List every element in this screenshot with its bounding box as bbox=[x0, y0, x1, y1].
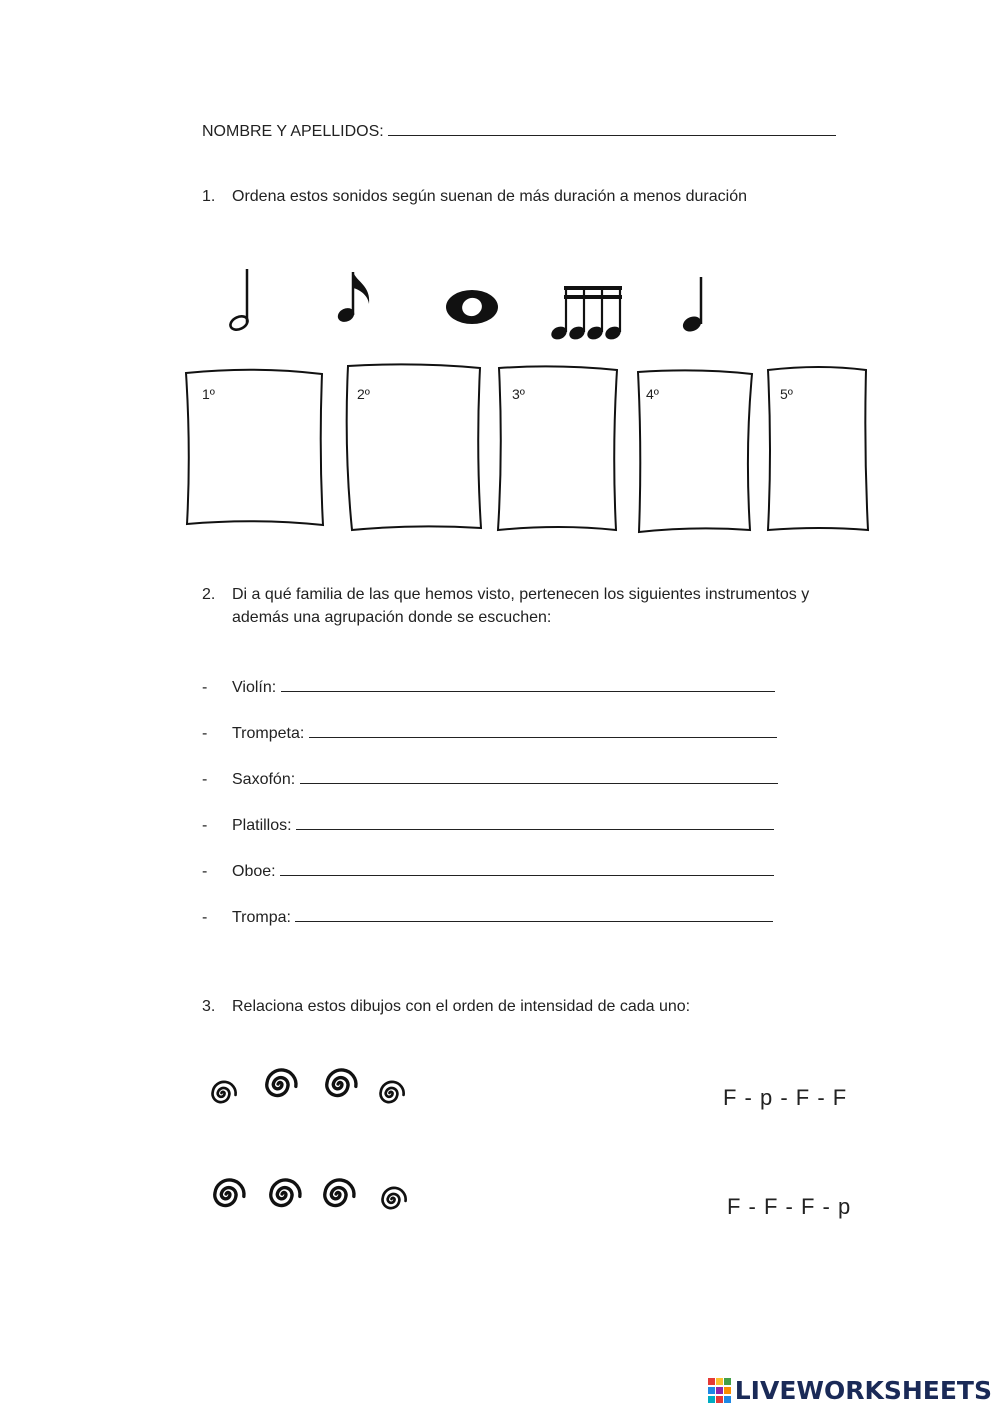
instrument-answer-line[interactable] bbox=[281, 677, 775, 692]
answer-box-label-1: 1º bbox=[202, 386, 215, 402]
instrument-label: Trompa: bbox=[232, 909, 291, 926]
half-note-icon bbox=[225, 265, 255, 335]
name-field-row bbox=[202, 121, 836, 141]
four-sixteenth-notes-icon bbox=[547, 283, 625, 341]
instrument-row-saxofon: - Saxofón: bbox=[202, 769, 778, 789]
name-label: NOMBRE Y APELLIDOS: bbox=[202, 123, 384, 140]
instrument-answer-line[interactable] bbox=[309, 723, 777, 738]
question-2-number: 2. bbox=[202, 586, 216, 603]
instrument-answer-line[interactable] bbox=[280, 861, 774, 876]
instrument-row-platillos: - Platillos: bbox=[202, 815, 774, 835]
eighth-note-icon bbox=[335, 268, 375, 328]
instrument-row-violin: - Violín: bbox=[202, 677, 775, 697]
spiral-icon bbox=[372, 1074, 410, 1112]
quarter-note-icon bbox=[678, 274, 712, 336]
answer-box-label-3: 3º bbox=[512, 386, 525, 402]
dynamics-sequence-1[interactable]: F - p - F - F bbox=[723, 1085, 848, 1110]
spiral-icon bbox=[374, 1180, 412, 1218]
liveworksheets-brand: LIVEWORKSHEETS bbox=[734, 1376, 992, 1405]
spiral-group-2[interactable] bbox=[202, 1168, 418, 1220]
instrument-answer-line[interactable] bbox=[295, 907, 773, 922]
dynamics-sequence-2[interactable]: F - F - F - p bbox=[727, 1194, 852, 1219]
liveworksheets-logo-icon bbox=[707, 1377, 733, 1405]
instrument-label: Platillos: bbox=[232, 817, 292, 834]
spiral-icon bbox=[316, 1060, 364, 1108]
instrument-label: Oboe: bbox=[232, 863, 276, 880]
question-3-number: 3. bbox=[202, 998, 216, 1015]
spiral-group-1[interactable] bbox=[202, 1060, 414, 1112]
instrument-row-trompeta: - Trompeta: bbox=[202, 723, 777, 743]
spiral-icon bbox=[260, 1170, 308, 1218]
instrument-answer-line[interactable] bbox=[300, 769, 778, 784]
whole-note-icon bbox=[444, 288, 500, 326]
answer-box-label-2: 2º bbox=[357, 386, 370, 402]
answer-box-label-5: 5º bbox=[780, 386, 793, 402]
spiral-icon bbox=[204, 1074, 242, 1112]
answer-dropzone-2[interactable] bbox=[350, 370, 476, 526]
answer-dropzone-3[interactable] bbox=[502, 372, 612, 526]
instrument-row-trompa: - Trompa: bbox=[202, 907, 773, 927]
question-2-text-line1: Di a qué familia de las que hemos visto, pertenecen los siguientes instrumentos y bbox=[232, 586, 810, 603]
spiral-icon bbox=[204, 1170, 252, 1218]
spiral-icon bbox=[256, 1060, 304, 1108]
liveworksheets-logo bbox=[707, 1376, 992, 1405]
instrument-label: Violín: bbox=[232, 679, 277, 696]
answer-dropzone-1[interactable] bbox=[190, 376, 318, 522]
question-3-text: Relaciona estos dibujos con el orden de intensidad de cada uno: bbox=[232, 998, 691, 1015]
answer-box-label-4: 4º bbox=[646, 386, 659, 402]
question-1-text: Ordena estos sonidos según suenan de más duración a menos duración bbox=[232, 188, 747, 205]
instrument-answer-line[interactable] bbox=[296, 815, 774, 830]
question-1-number: 1. bbox=[202, 188, 216, 205]
answer-dropzone-5[interactable] bbox=[772, 374, 864, 526]
question-2-text-line2: además una agrupación donde se escuchen: bbox=[232, 609, 552, 626]
instrument-label: Saxofón: bbox=[232, 771, 296, 788]
name-answer-line[interactable] bbox=[388, 121, 836, 136]
spiral-icon bbox=[314, 1170, 362, 1218]
instrument-row-oboe: - Oboe: bbox=[202, 861, 774, 881]
instrument-label: Trompeta: bbox=[232, 725, 305, 742]
answer-dropzone-4[interactable] bbox=[642, 376, 746, 528]
